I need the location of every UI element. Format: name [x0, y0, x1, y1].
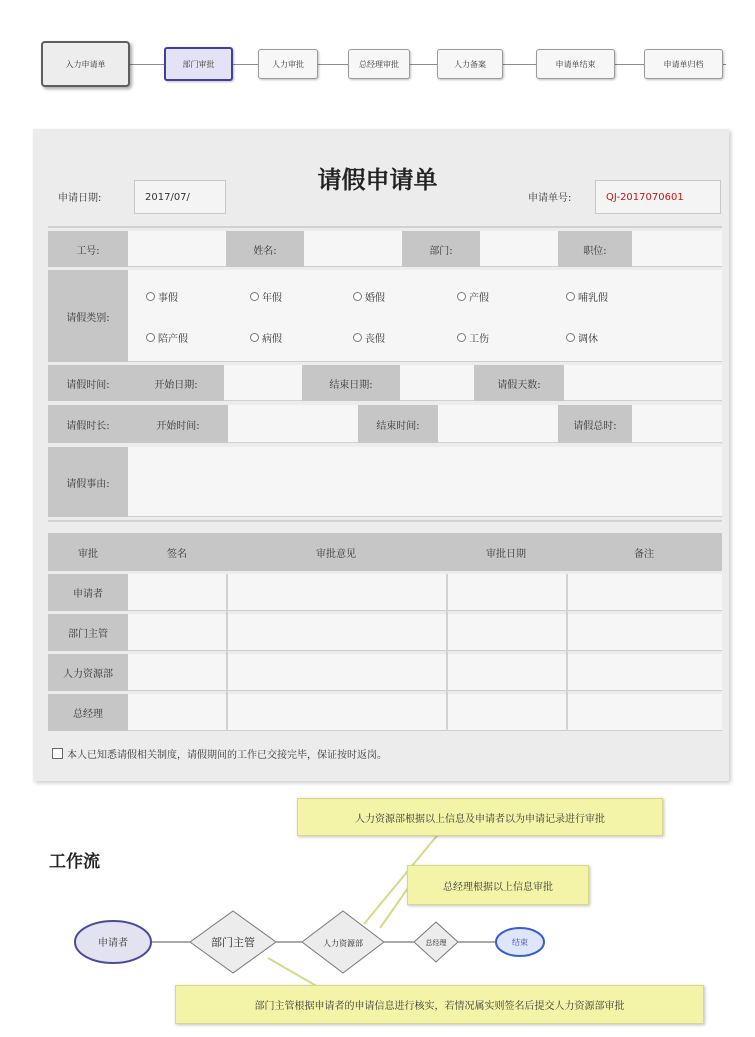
apply-date-field[interactable]: 2017/07/	[134, 180, 226, 214]
total-hours-field[interactable]	[632, 405, 722, 443]
approval-row-dept-head: 部门主管	[48, 614, 128, 651]
option-label: 产假	[469, 293, 489, 304]
node-label-applicant: 申请者	[98, 938, 128, 949]
end-date-label: 结束日期:	[302, 365, 400, 401]
approval-row-hr-cells[interactable]	[128, 654, 722, 691]
process-steps	[0, 0, 755, 100]
apply-date-label: 申请日期:	[58, 193, 102, 204]
position-label: 职位:	[558, 231, 632, 267]
step-gm-approval[interactable]: 总经理审批	[348, 49, 410, 79]
step-input-form[interactable]: 入力申请单	[41, 41, 130, 87]
acknowledge-text: 本人已知悉请假相关制度，请假期间的工作已交接完毕，保证按时返岗。	[67, 750, 387, 761]
radio-icon	[457, 292, 466, 301]
leave-option-paternity[interactable]	[146, 330, 188, 345]
checkbox-icon[interactable]	[52, 748, 63, 759]
option-label: 哺乳假	[578, 293, 608, 304]
end-time-label: 结束时间:	[358, 405, 438, 443]
leave-type-label: 请假类别:	[48, 270, 128, 362]
approval-header-remark: 备注	[634, 548, 654, 560]
dept-field[interactable]	[480, 231, 558, 267]
radio-icon	[353, 292, 362, 301]
dept-note-connector	[268, 958, 320, 988]
option-label: 事假	[158, 293, 178, 304]
approval-header-opinion: 审批意见	[316, 548, 356, 560]
form-title: 请假申请单	[317, 166, 438, 194]
workflow-title: 工作流	[49, 852, 100, 872]
column-divider	[566, 574, 568, 731]
leave-hours-label: 请假时长:	[48, 405, 128, 443]
step-form-archive[interactable]: 申请单归档	[644, 49, 723, 79]
gm-note-connector	[380, 888, 408, 928]
leave-option-annual[interactable]	[250, 289, 282, 304]
leave-option-sick[interactable]	[250, 330, 282, 345]
approval-row-hr: 人力资源部	[48, 654, 128, 691]
leave-option-marriage[interactable]	[353, 289, 385, 304]
approval-header-date: 审批日期	[486, 548, 526, 560]
radio-icon	[146, 292, 155, 301]
leave-option-bereavement[interactable]	[353, 330, 385, 345]
radio-icon	[250, 333, 259, 342]
name-label: 姓名:	[226, 231, 304, 267]
radio-icon	[566, 292, 575, 301]
acknowledge-checkbox-row[interactable]	[52, 746, 387, 761]
leave-days-field[interactable]	[564, 365, 722, 401]
option-label: 婚假	[365, 293, 385, 304]
step-form-end[interactable]: 申请单结束	[536, 49, 615, 79]
approval-row-dept-head-cells[interactable]	[128, 614, 722, 651]
node-label-end: 结束	[512, 938, 528, 947]
radio-icon	[250, 292, 259, 301]
position-field[interactable]	[632, 231, 722, 267]
leave-option-compensatory[interactable]	[566, 330, 598, 345]
option-label: 病假	[262, 334, 282, 345]
radio-icon	[566, 333, 575, 342]
option-label: 丧假	[365, 334, 385, 345]
approval-header-signature: 签名	[167, 548, 187, 560]
start-time-field[interactable]	[228, 405, 358, 443]
option-label: 陪产假	[158, 334, 188, 345]
leave-time-label: 请假时间:	[48, 365, 128, 401]
approval-row-gm: 总经理	[48, 694, 128, 731]
reason-field[interactable]	[128, 447, 722, 517]
leave-option-injury[interactable]	[457, 330, 489, 345]
note-dept: 部门主管根据申请者的申请信息进行核实，若情况属实则签名后提交人力资源部审批	[175, 985, 704, 1024]
approval-row-gm-cells[interactable]	[128, 694, 722, 731]
dept-label: 部门:	[402, 231, 480, 267]
form-no-label: 申请单号:	[528, 193, 572, 204]
start-time-label: 开始时间:	[128, 405, 228, 443]
leave-days-label: 请假天数:	[474, 365, 564, 401]
radio-icon	[146, 333, 155, 342]
divider	[48, 226, 722, 228]
leave-type-options	[128, 270, 722, 362]
radio-icon	[457, 333, 466, 342]
divider	[48, 520, 722, 522]
option-label: 年假	[262, 293, 282, 304]
option-label: 工伤	[469, 334, 489, 345]
end-time-field[interactable]	[438, 405, 558, 443]
step-hr-approval[interactable]: 人力审批	[258, 49, 318, 79]
node-label-dept-head: 部门主管	[211, 936, 255, 949]
name-field[interactable]	[304, 231, 402, 267]
leave-option-personal[interactable]	[146, 289, 178, 304]
approval-row-applicant-cells[interactable]	[128, 574, 722, 611]
emp-no-label: 工号:	[48, 231, 128, 267]
form-no-field[interactable]: QJ-2017070601	[595, 180, 721, 214]
end-date-field[interactable]	[400, 365, 474, 401]
approval-row-applicant: 申请者	[48, 574, 128, 611]
step-dept-approval[interactable]: 部门审批	[164, 47, 233, 81]
start-date-field[interactable]	[224, 365, 302, 401]
column-divider	[446, 574, 448, 731]
leave-option-nursing[interactable]	[566, 289, 608, 304]
reason-label: 请假事由:	[48, 447, 128, 517]
note-hr: 人力资源部根据以上信息及申请者以为申请记录进行审批	[297, 798, 663, 836]
option-label: 调休	[578, 334, 598, 345]
emp-no-field[interactable]	[128, 231, 226, 267]
note-gm: 总经理根据以上信息审批	[407, 865, 589, 905]
leave-option-maternity[interactable]	[457, 289, 489, 304]
radio-icon	[353, 333, 362, 342]
start-date-label: 开始日期:	[128, 365, 224, 401]
total-hours-label: 请假总时:	[558, 405, 632, 443]
step-hr-record[interactable]: 人力备案	[437, 49, 503, 79]
node-label-hr: 人力资源部	[323, 939, 363, 948]
column-divider	[226, 574, 228, 731]
approval-header-stage: 审批	[78, 548, 98, 560]
node-label-gm: 总经理	[425, 939, 447, 947]
